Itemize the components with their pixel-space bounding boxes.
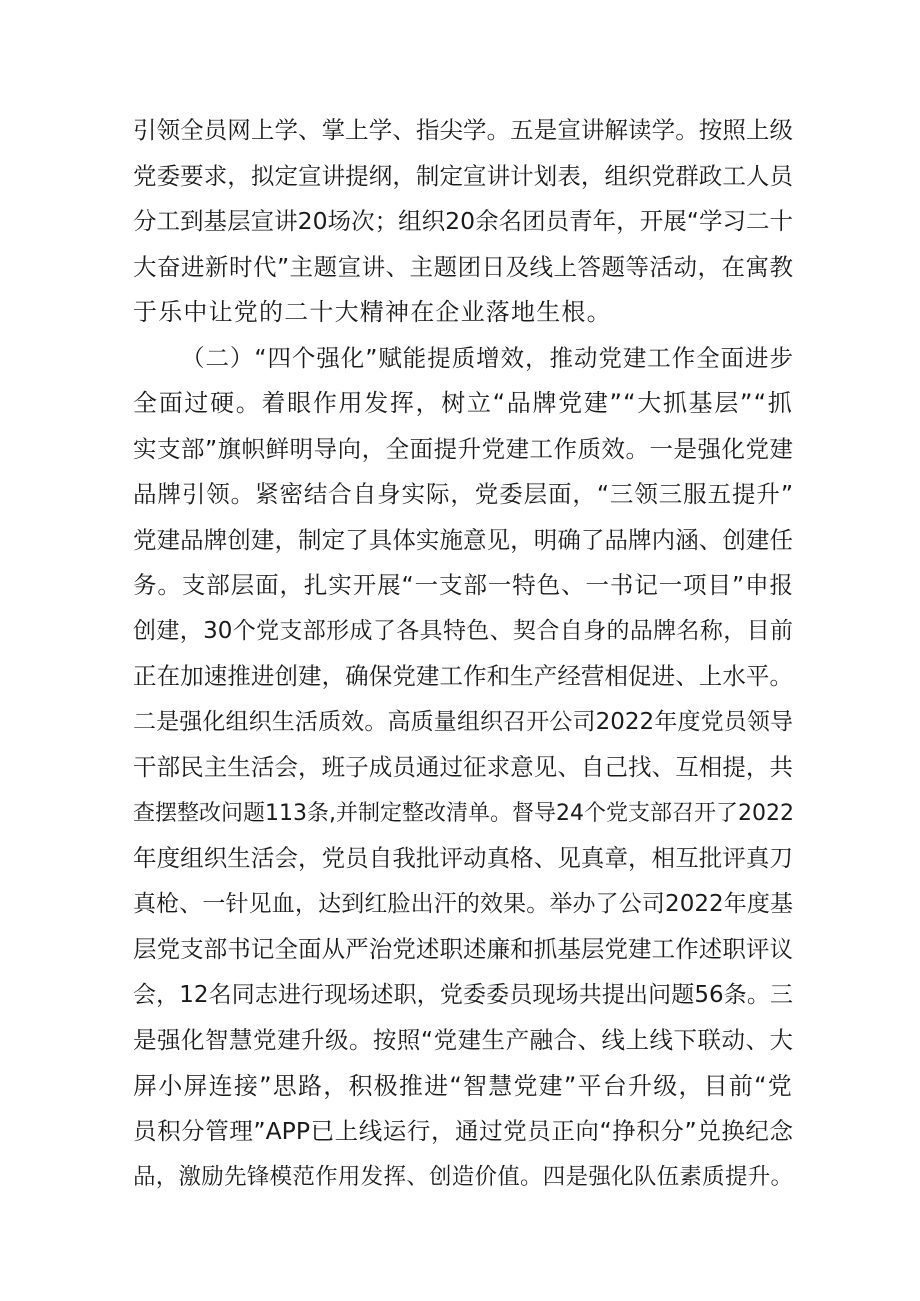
- text-line: 层党支部书记全面从严治党述职述廉和抓基层党建工作述职评议: [133, 935, 793, 963]
- text-line: 二是强化组织生活质效。高质量组织召开公司2022年度党员领导: [133, 708, 793, 735]
- text-line: 年度组织生活会，党员自我批评动真格、见真章，相互批评真刀: [133, 844, 793, 872]
- text-line: 党建品牌创建，制定了具体实施意见，明确了品牌内涵、创建任: [133, 525, 793, 554]
- text-line: 引领全员网上学、掌上学、指尖学。五是宣讲解读学。按照上级: [133, 116, 793, 144]
- text-line: 员积分管理”APP已上线运行，通过党员正向“挣积分”兑换纪念: [133, 1117, 793, 1145]
- text-line: 分工到基层宣讲20场次；组织20余名团员青年，开展“学习二十: [133, 207, 793, 235]
- text-line: 创建，30个党支部形成了各具特色、契合自身的品牌名称，目前: [133, 617, 793, 644]
- text-line: 查摆整改问题113条,并制定整改清单。督导24个党支部召开了2022: [133, 800, 794, 826]
- text-line: 屏小屏连接”思路，积极推进“智慧党建”平台升级，目前“党: [133, 1071, 793, 1100]
- section-heading-line: （二）“四个强化”赋能提质增效，推动党建工作全面进步: [181, 343, 793, 372]
- text-line: 真枪、一针见血，达到红脸出汗的效果。举办了公司2022年度基: [133, 890, 793, 917]
- text-line: 是强化智慧党建升级。按照“党建生产融合、线上线下联动、大: [133, 1026, 793, 1054]
- text-line: 品，激励先锋模范作用发挥、创造价值。四是强化队伍素质提升。: [133, 1163, 793, 1190]
- text-line: 正在加速推进创建，确保党建工作和生产经营相促进、上水平。: [133, 662, 793, 690]
- text-line: 干部民主生活会，班子成员通过征求意见、自己找、互相提，共: [133, 753, 793, 781]
- text-line: 品牌引领。紧密结合自身实际，党委层面，“三领三服五提升”: [133, 480, 793, 508]
- text-line: 全面过硬。着眼作用发挥，树立“品牌党建”“大抓基层”“抓: [133, 389, 793, 417]
- text-line: 大奋进新时代”主题宣讲、主题团日及线上答题等活动，在寓教: [133, 252, 793, 281]
- text-line: 务。支部层面，扎实开展“一支部一特色、一书记一项目”申报: [133, 571, 793, 599]
- text-line: 党委要求，拟定宣讲提纲，制定宣讲计划表，组织党群政工人员: [133, 161, 793, 190]
- text-line: 会，12名同志进行现场述职，党委委员现场共提出问题56条。三: [133, 981, 793, 1008]
- text-line: 实支部”旗帜鲜明导向，全面提升党建工作质效。一是强化党建: [133, 434, 793, 463]
- body-text: [133, 108, 793, 1200]
- paragraph-end-line: 于乐中让党的二十大精神在企业落地生根。: [133, 298, 612, 326]
